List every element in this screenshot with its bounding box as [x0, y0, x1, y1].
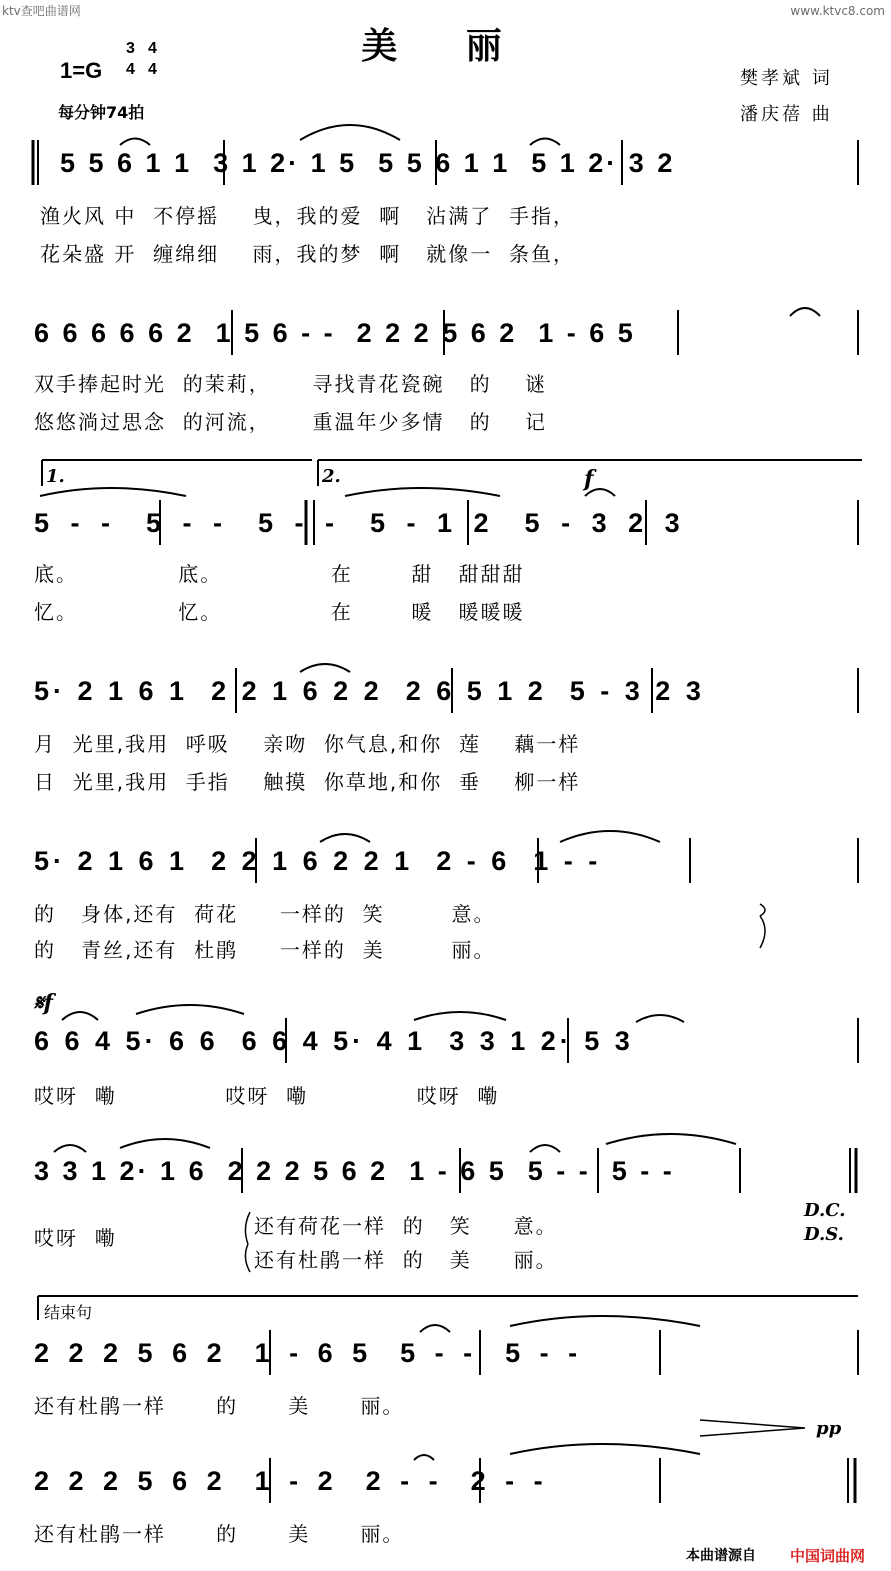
system-2-notes: 6 6 6 6 6 2 1 5 6 - - 2 2 2 5 6 2 1 - 6 5	[34, 318, 636, 348]
watermark-left: ktv查吧曲谱网	[2, 4, 81, 18]
song-title: 美 丽	[361, 25, 530, 67]
segno-forte-mark: 𝄋f	[34, 990, 53, 1016]
footer-site-link[interactable]: 中国词曲网	[790, 1547, 866, 1565]
system-6-lyrics: 哎呀 嘞 哎呀 嘞 哎呀 嘞	[34, 1084, 500, 1108]
system-8-lyrics: 还有杜鹃一样 的 美 丽。	[34, 1394, 405, 1418]
system-8-notes: 2 2 2 5 6 2 1 - 6 5 5 - - 5 - -	[34, 1338, 584, 1368]
system-7-lyrics-dc: 还有荷花一样 的 笑 意。	[254, 1214, 558, 1238]
watermark-right: www.ktvc8.com	[790, 4, 885, 18]
system-7-lyrics-ds: 还有杜鹃一样 的 美 丽。	[254, 1248, 558, 1272]
system-9-notes: 2 2 2 5 6 2 1 - 2 2 - - 2 - -	[34, 1466, 549, 1496]
system-5-lyrics-verse-1: 的 身体,还有 荷花 一样的 笑 意。	[34, 902, 496, 926]
composer-credit: 潘庆蓓 曲	[740, 104, 833, 125]
ds-mark: D.S.	[804, 1224, 844, 1245]
system-1-lyrics-verse-2: 花朵盛 开 缠绵细 雨，我的梦 啊 就像一 条鱼，	[40, 242, 576, 266]
system-6-notes: 6 6 4 5· 6 6 6 6 4 5· 4 1 3 3 1 2· 5 3	[34, 1026, 634, 1056]
system-4-lyrics-verse-1: 月 光里,我用 呼吸 亲吻 你气息,和你 莲 藕一样	[34, 732, 581, 756]
time-sig-a-top: 3	[126, 40, 135, 57]
system-1-notes: 5 5 6 1 1 3 1 2· 1 5 5 5 6 1 1 5 1 2· 3 2	[60, 148, 676, 178]
time-sig-b-bottom: 4	[148, 61, 157, 78]
ending-label: 结束句	[44, 1303, 93, 1322]
system-4-notes: 5· 2 1 6 1 2 2 1 6 2 2 2 6 5 1 2 5 - 3 2 3	[34, 676, 705, 706]
time-sig-a-bottom: 4	[126, 61, 135, 78]
tempo-marking: 每分钟74拍	[58, 103, 145, 122]
dc-mark: D.C.	[804, 1200, 846, 1221]
system-7-notes: 3 3 1 2· 1 6 2 2 2 5 6 2 1 - 6 5 5 - - 5 - -	[34, 1156, 675, 1186]
system-3-lyrics-verse-1: 底。 底。 在 甜 甜甜甜	[34, 562, 525, 586]
system-5-lyrics-verse-2: 的 青丝,还有 杜鹃 一样的 美 丽。	[34, 938, 496, 962]
time-sig-b-top: 4	[148, 40, 157, 57]
system-5-notes: 5· 2 1 6 1 2 2 1 6 2 2 1 2 - 6 1 - -	[34, 846, 602, 876]
lyricist-credit: 樊孝斌 词	[740, 68, 833, 89]
system-9-lyrics: 还有杜鹃一样 的 美 丽。	[34, 1522, 405, 1546]
system-3-lyrics-verse-2: 忆。 忆。 在 暖 暖暖暖	[34, 600, 525, 624]
system-4-lyrics-verse-2: 日 光里,我用 手指 触摸 你草地,和你 垂 柳一样	[34, 770, 581, 794]
system-2-lyrics-verse-2: 悠悠淌过思念 的河流， 重温年少多情 的 记	[34, 410, 548, 434]
system-2-lyrics-verse-1: 双手捧起时光 的茉莉， 寻找青花瓷碗 的 谜	[34, 372, 548, 396]
pianissimo-mark: pp	[816, 1418, 842, 1439]
system-7-lyrics-main: 哎呀 嘞	[34, 1226, 117, 1250]
footer-source-text: 本曲谱源自	[686, 1548, 756, 1564]
volta-1-label: 1.	[46, 466, 65, 487]
forte-mark-1: f	[584, 466, 594, 492]
key-signature: 1=G	[60, 58, 103, 83]
volta-2-label: 2.	[322, 466, 341, 487]
system-3-notes: 5 - - 5 - - 5 - - 5 - 1 2 5 - 3 2 3	[34, 508, 687, 538]
system-1-lyrics-verse-1: 渔火风 中 不停摇 曳，我的爱 啊 沾满了 手指，	[40, 204, 576, 228]
